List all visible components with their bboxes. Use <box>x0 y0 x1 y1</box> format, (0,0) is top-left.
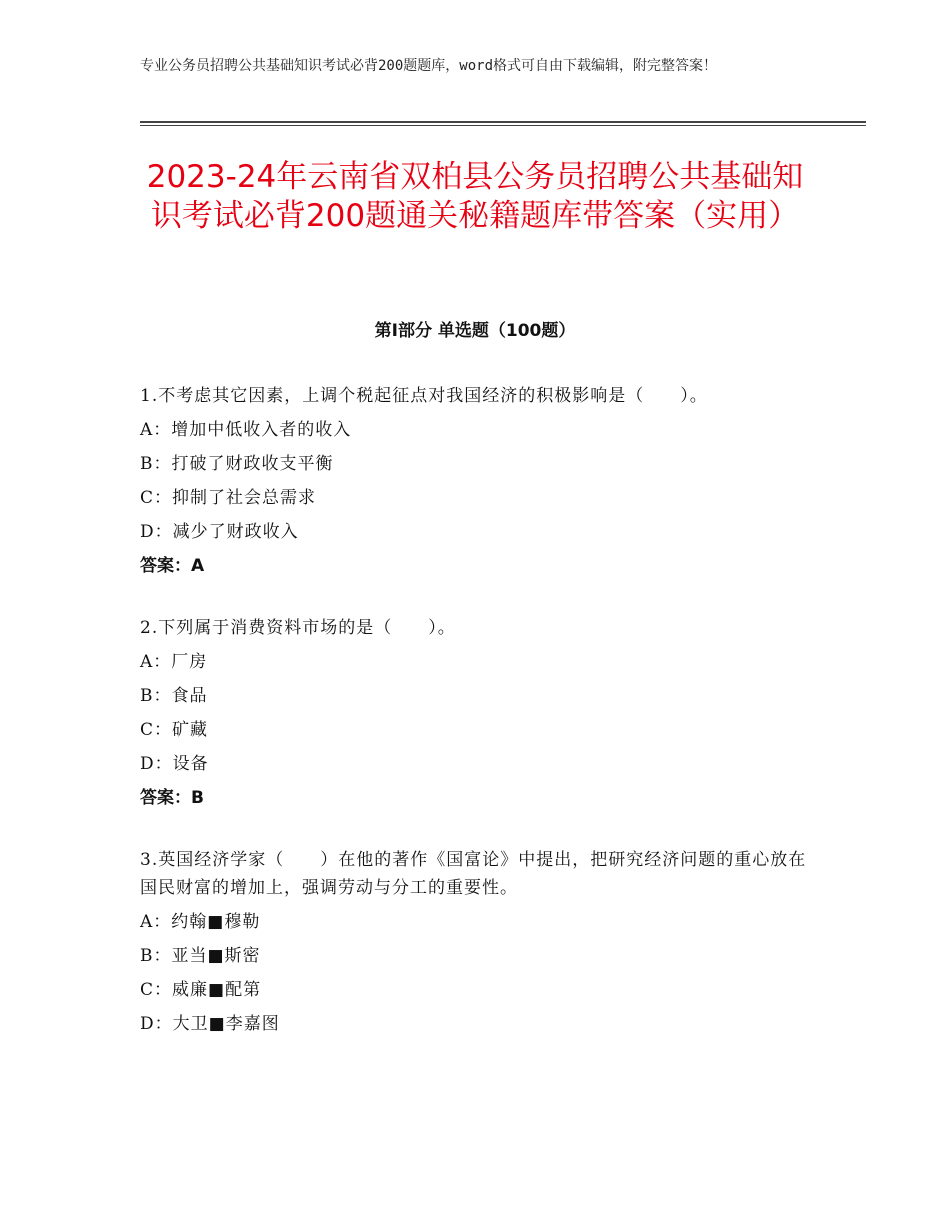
question-list <box>140 382 810 1079</box>
header-note: 专业公务员招聘公共基础知识考试必背200题题库，word格式可自由下载编辑，附完整答案！ <box>140 58 717 74</box>
header-divider <box>140 121 866 123</box>
question-1 <box>140 382 810 580</box>
header-divider-thin <box>140 125 866 126</box>
option-c: C：矿藏 <box>140 720 209 740</box>
option-b: B：亚当■斯密 <box>140 946 261 966</box>
option-c: C：抑制了社会总需求 <box>140 488 317 508</box>
option-b: B：食品 <box>140 686 208 706</box>
option-d: D：大卫■李嘉图 <box>140 1014 280 1034</box>
option-c: C：威廉■配第 <box>140 980 262 1000</box>
document-title: 2023-24年云南省双柏县公务员招聘公共基础知识考试必背200题通关秘籍题库带答案（实用） <box>146 159 804 234</box>
option-a: A：约翰■穆勒 <box>140 912 261 932</box>
answer: 答案：A <box>140 556 205 576</box>
option-a: A：增加中低收入者的收入 <box>140 420 352 440</box>
option-a: A：厂房 <box>140 652 208 672</box>
option-b: B：打破了财政收支平衡 <box>140 454 334 474</box>
option-d: D：减少了财政收入 <box>140 522 299 542</box>
question-text: 2.下列属于消费资料市场的是（ ）。 <box>140 618 456 638</box>
option-d: D：设备 <box>140 754 209 774</box>
question-3 <box>140 846 810 1045</box>
question-text: 1.不考虑其它因素，上调个税起征点对我国经济的积极影响是（ ）。 <box>140 386 708 406</box>
question-2 <box>140 614 810 812</box>
section-title: 第Ⅰ部分 单选题（100题） <box>374 321 576 341</box>
answer: 答案：B <box>140 788 204 808</box>
question-text: 3.英国经济学家（ ）在他的著作《国富论》中提出，把研究经济问题的重心放在国民财富的增加上，强调劳动与分工的重要性。 <box>140 850 807 898</box>
